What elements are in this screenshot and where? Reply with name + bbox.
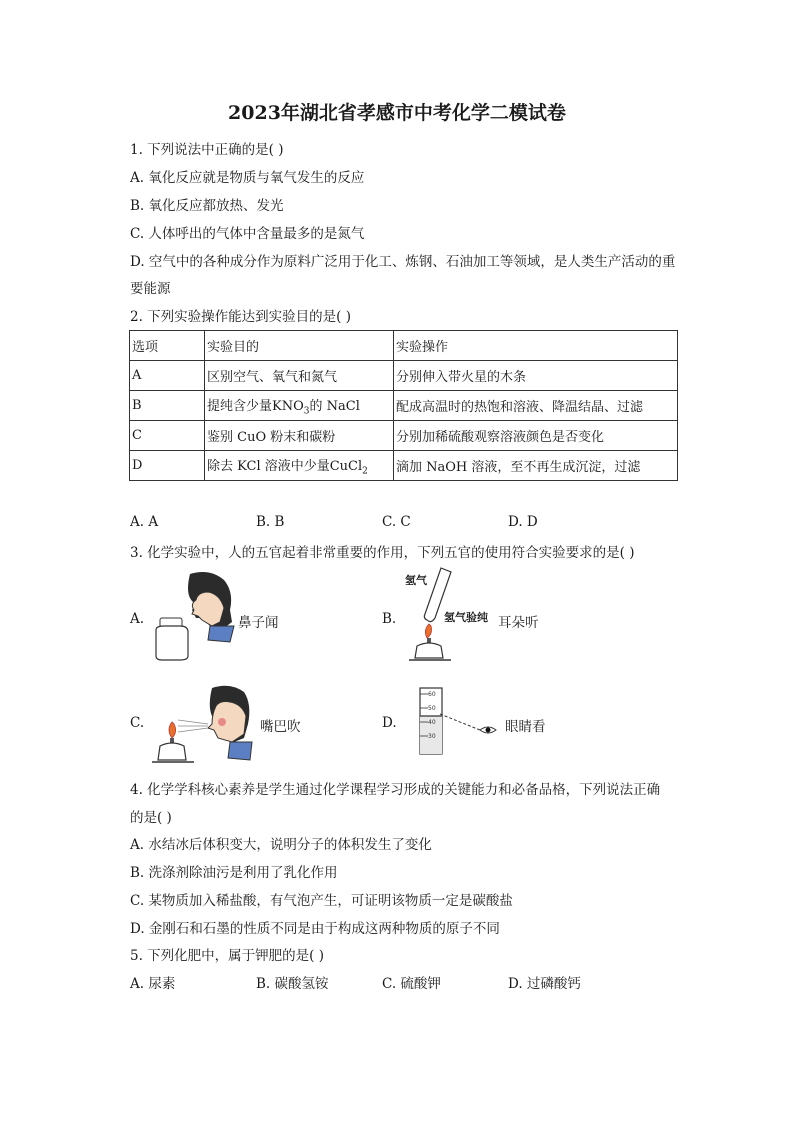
goal-text: 除去 KCl 溶液中少量 (207, 458, 330, 474)
q3-option-d-text: 眼睛看 (505, 719, 546, 735)
q5-choice-a: A. 尿素 (130, 976, 176, 992)
hydrogen-test-illustration (403, 566, 459, 666)
cylinder-reading-illustration (410, 686, 506, 758)
q2-choice-c: C. C (382, 514, 411, 530)
q1-stem: 1. 下列说法中正确的是( ) (130, 142, 284, 158)
table-cell-goal (205, 451, 394, 481)
q2-choice-a: A. A (130, 514, 159, 530)
table-cell-operation: 配成高温时的热饱和溶液、降温结晶、过滤 (394, 391, 678, 421)
q1-option-d-line2: 要能源 (130, 281, 171, 297)
q5-choice-d: D. 过磷酸钙 (508, 976, 581, 992)
q2-choice-b: B. B (256, 514, 285, 530)
q1-option-a: A. 氧化反应就是物质与氧气发生的反应 (130, 170, 365, 186)
table-cell-operation: 分别加稀硫酸观察溶液颜色是否变化 (394, 421, 678, 451)
q1-option-d-line1: D. 空气中的各种成分作为原料广泛用于化工、炼钢、石油加工等领域，是人类生产活动的重 (130, 254, 676, 270)
q3-option-d-letter: D. (382, 715, 397, 731)
formula-subscript: 2 (362, 466, 368, 477)
table-cell-option: D (130, 451, 205, 481)
goal-text: 的 NaCl (309, 398, 360, 414)
q4-option-b: B. 洗涤剂除油污是利用了乳化作用 (130, 865, 338, 881)
q4-stem-line1: 4. 化学学科核心素养是学生通过化学课程学习形成的关键能力和必备品格，下列说法正确 (130, 782, 661, 798)
table-row (130, 391, 678, 421)
q2-choice-d: D. D (508, 514, 538, 530)
q2-table (129, 330, 678, 481)
table-header-row (130, 331, 678, 361)
q4-stem-line2: 的是( ) (130, 810, 172, 826)
q3-option-a-text: 鼻子闻 (238, 615, 279, 631)
hydrogen-label: 氢气 (405, 574, 427, 587)
q3-option-b-letter: B. (382, 611, 397, 627)
goal-text: 提纯含少量 (207, 398, 273, 414)
q4-option-d: D. 金刚石和石墨的性质不同是由于构成这两种物质的原子不同 (130, 921, 500, 937)
table-header-cell: 实验目的 (205, 331, 394, 361)
q3-option-b-text: 耳朵听 (498, 615, 539, 631)
q3-option-c-text: 嘴巴吹 (260, 719, 301, 735)
q2-stem: 2. 下列实验操作能达到实验目的是( ) (130, 309, 351, 325)
q3-stem: 3. 化学实验中，人的五官起着非常重要的作用，下列五官的使用符合实验要求的是( ) (130, 545, 635, 561)
table-row (130, 451, 678, 481)
q1-option-c: C. 人体呼出的气体中含量最多的是氮气 (130, 226, 365, 242)
smell-bottle-illustration (150, 570, 240, 662)
cylinder-tick-label: 50 (428, 705, 436, 712)
blow-lamp-illustration (150, 682, 254, 770)
table-cell-goal (205, 391, 394, 421)
table-cell-option: C (130, 421, 205, 451)
cylinder-tick-label: 30 (428, 733, 436, 740)
q1-option-b: B. 氧化反应都放热、发光 (130, 198, 284, 214)
table-cell-operation: 分别伸入带火星的木条 (394, 361, 678, 391)
table-cell-goal: 区别空气、氧气和氮气 (205, 361, 394, 391)
table-cell-goal: 鉴别 CuO 粉末和碳粉 (205, 421, 394, 451)
q5-choice-b: B. 碳酸氢铵 (256, 976, 329, 992)
q4-option-a: A. 水结冰后体积变大，说明分子的体积发生了变化 (130, 837, 432, 853)
chemical-formula: CuCl (329, 458, 363, 474)
hydrogen-purity-label: 氢气验纯 (444, 611, 488, 624)
q3-option-c-letter: C. (130, 715, 145, 731)
q3-option-a-letter: A. (130, 611, 145, 627)
table-row (130, 421, 678, 451)
cylinder-tick-label: 60 (428, 691, 436, 698)
q5-choice-c: C. 硫酸钾 (382, 976, 441, 992)
cylinder-tick-label: 40 (428, 719, 436, 726)
page-title: 2023年湖北省孝感市中考化学二模试卷 (228, 102, 566, 124)
q5-stem: 5. 下列化肥中，属于钾肥的是( ) (130, 948, 324, 964)
table-header-cell: 实验操作 (394, 331, 678, 361)
table-header-cell: 选项 (130, 331, 205, 361)
table-cell-option: A (130, 361, 205, 391)
table-cell-option: B (130, 391, 205, 421)
chemical-formula: KNO (272, 398, 304, 414)
table-cell-operation: 滴加 NaOH 溶液，至不再生成沉淀，过滤 (394, 451, 678, 481)
table-row (130, 361, 678, 391)
q4-option-c: C. 某物质加入稀盐酸，有气泡产生，可证明该物质一定是碳酸盐 (130, 893, 513, 909)
formula-subscript: 3 (303, 406, 310, 417)
